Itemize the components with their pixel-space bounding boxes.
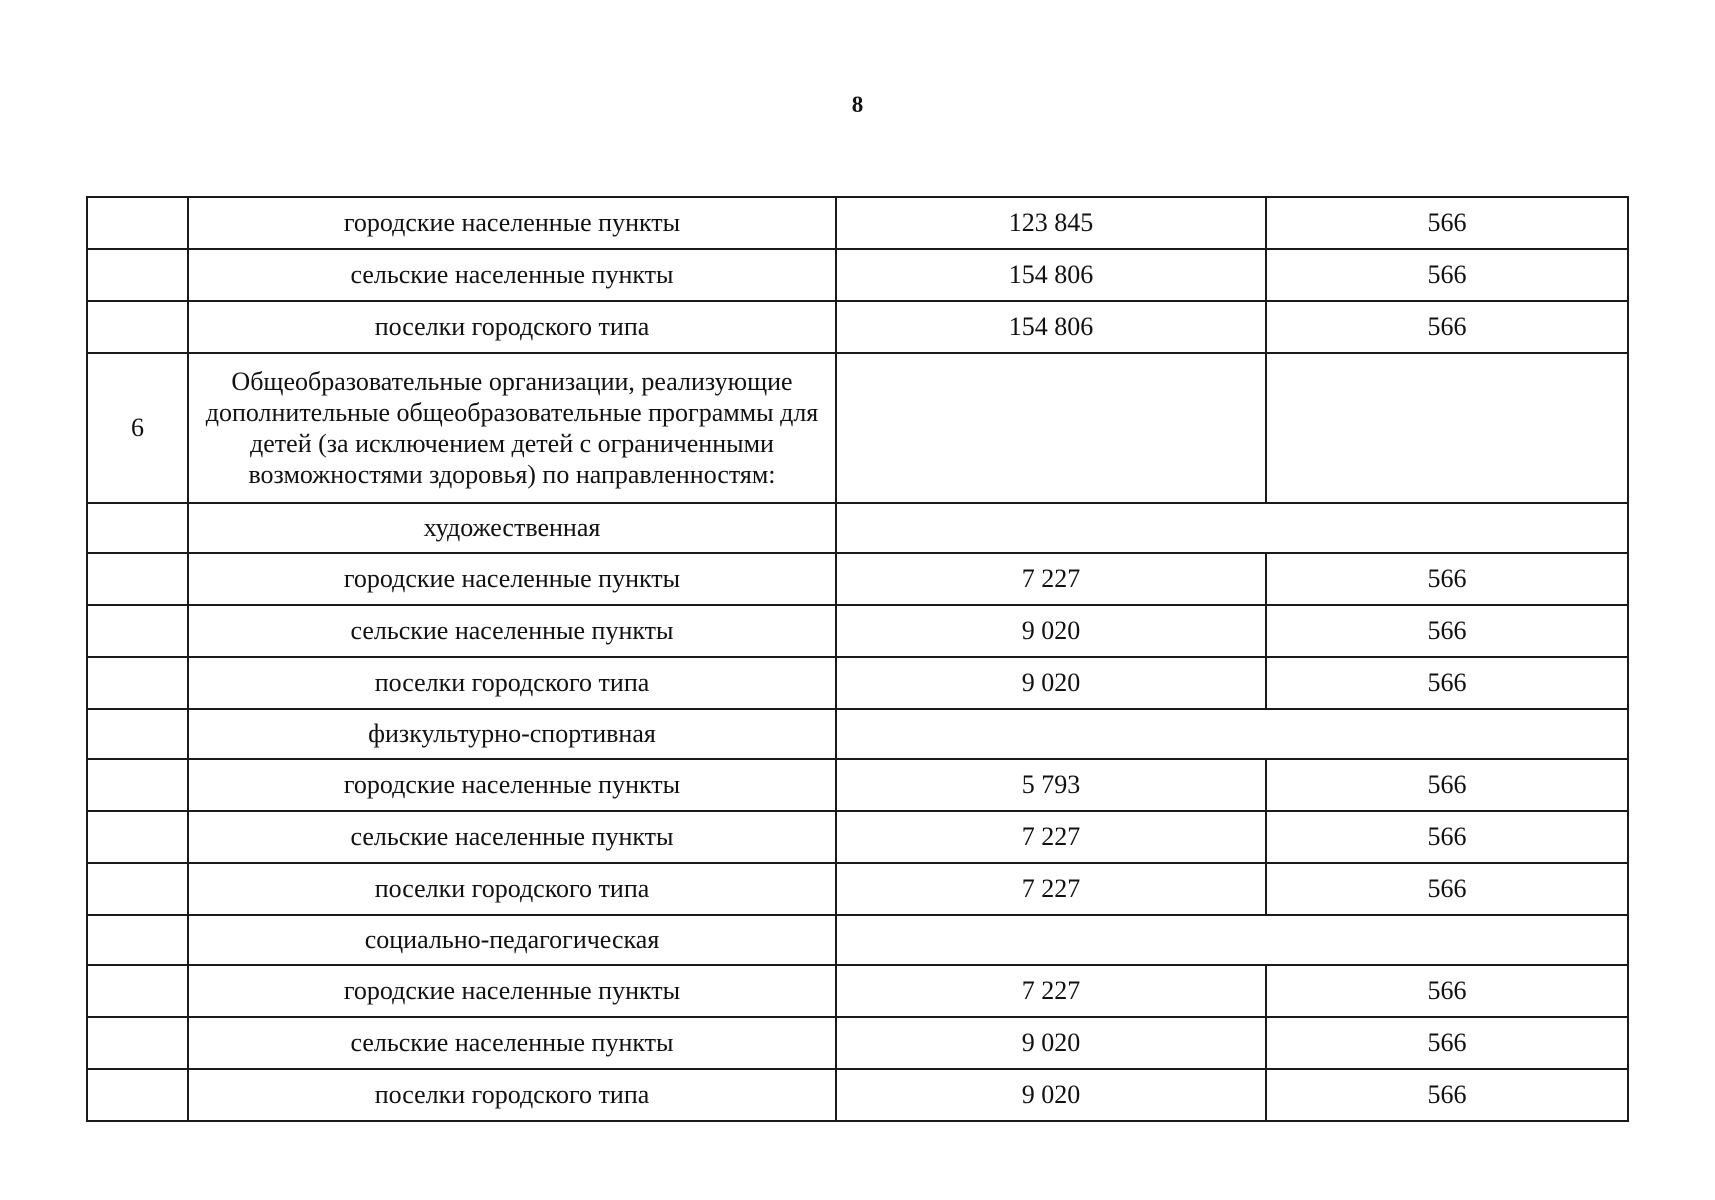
- group-empty-cell: [836, 915, 1628, 965]
- row-value: 9 020: [836, 605, 1266, 657]
- row-number-cell: [87, 249, 188, 301]
- row-value: 154 806: [836, 249, 1266, 301]
- group-empty-cell: [836, 503, 1628, 553]
- row-number-cell: [87, 605, 188, 657]
- section-row: [87, 353, 1628, 503]
- group-row: [87, 709, 1628, 759]
- table-row: [87, 301, 1628, 353]
- row-number-cell: [87, 811, 188, 863]
- table-row: [87, 759, 1628, 811]
- group-name: социально-педагогическая: [188, 915, 836, 965]
- group-empty-cell: [836, 709, 1628, 759]
- row-label: поселки городского типа: [188, 301, 836, 353]
- row-label: сельские населенные пункты: [188, 811, 836, 863]
- group-row: [87, 503, 1628, 553]
- row-label: сельские населенные пункты: [188, 605, 836, 657]
- row-label: поселки городского типа: [188, 657, 836, 709]
- row-amount: 566: [1266, 553, 1628, 605]
- row-value: 154 806: [836, 301, 1266, 353]
- row-number-cell: [87, 863, 188, 915]
- row-number-cell: [87, 759, 188, 811]
- table-row: [87, 197, 1628, 249]
- row-number-cell: [87, 915, 188, 965]
- row-value: 9 020: [836, 1069, 1266, 1121]
- table-row: [87, 863, 1628, 915]
- row-number-cell: [87, 503, 188, 553]
- row-amount: 566: [1266, 249, 1628, 301]
- page-number: 8: [851, 92, 864, 117]
- row-amount: 566: [1266, 301, 1628, 353]
- row-value: 7 227: [836, 965, 1266, 1017]
- row-value: 7 227: [836, 553, 1266, 605]
- section-title: Общеобразовательные организации, реализующие дополнительные общеобразовательные программы для детей (за исключением детей с ограниченными возможностями здоровья) по направленностям:: [188, 353, 836, 503]
- table-row: [87, 1069, 1628, 1121]
- row-value: 7 227: [836, 811, 1266, 863]
- row-value: 123 845: [836, 197, 1266, 249]
- row-amount: 566: [1266, 1017, 1628, 1069]
- row-number-cell: [87, 965, 188, 1017]
- row-amount: 566: [1266, 863, 1628, 915]
- row-amount: 566: [1266, 811, 1628, 863]
- table-row: [87, 605, 1628, 657]
- row-number-cell: [87, 1069, 188, 1121]
- empty-value-cell: [836, 353, 1266, 503]
- row-label: городские населенные пункты: [188, 197, 836, 249]
- row-amount: 566: [1266, 657, 1628, 709]
- row-amount: 566: [1266, 1069, 1628, 1121]
- row-label: поселки городского типа: [188, 863, 836, 915]
- row-label: городские населенные пункты: [188, 553, 836, 605]
- section-number: 6: [87, 353, 188, 503]
- row-label: городские населенные пункты: [188, 965, 836, 1017]
- table-row: [87, 657, 1628, 709]
- group-row: [87, 915, 1628, 965]
- table-row: [87, 249, 1628, 301]
- row-amount: 566: [1266, 605, 1628, 657]
- row-value: 9 020: [836, 1017, 1266, 1069]
- row-amount: 566: [1266, 965, 1628, 1017]
- group-name: физкультурно-спортивная: [188, 709, 836, 759]
- tariff-table: [86, 196, 1629, 1122]
- empty-amount-cell: [1266, 353, 1628, 503]
- row-amount: 566: [1266, 759, 1628, 811]
- row-number-cell: [87, 301, 188, 353]
- row-value: 9 020: [836, 657, 1266, 709]
- row-label: поселки городского типа: [188, 1069, 836, 1121]
- row-number-cell: [87, 553, 188, 605]
- row-number-cell: [87, 197, 188, 249]
- row-number-cell: [87, 657, 188, 709]
- row-amount: 566: [1266, 197, 1628, 249]
- group-name: художественная: [188, 503, 836, 553]
- row-number-cell: [87, 709, 188, 759]
- row-label: сельские населенные пункты: [188, 1017, 836, 1069]
- row-label: сельские населенные пункты: [188, 249, 836, 301]
- row-number-cell: [87, 1017, 188, 1069]
- table-row: [87, 1017, 1628, 1069]
- row-label: городские населенные пункты: [188, 759, 836, 811]
- row-value: 7 227: [836, 863, 1266, 915]
- table-row: [87, 965, 1628, 1017]
- table-row: [87, 553, 1628, 605]
- table-row: [87, 811, 1628, 863]
- row-value: 5 793: [836, 759, 1266, 811]
